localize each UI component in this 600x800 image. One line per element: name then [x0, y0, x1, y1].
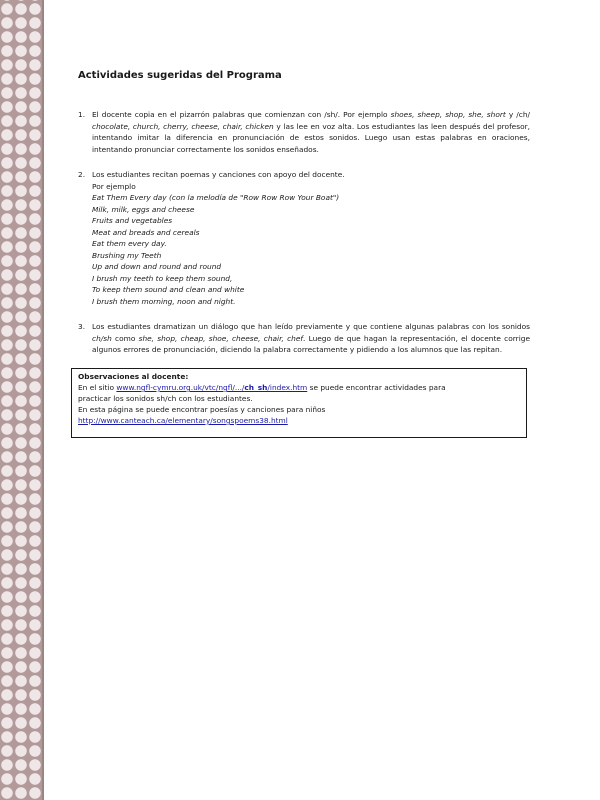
- link-segment: ch_sh: [244, 383, 268, 392]
- text-segment: y las lee en voz alta. Los estudiantes las leen después del profesor, intentando imitar la diferencia en pronunciación de estos sonidos. Luego usan estas palabras en oraciones, intentando pronunciar correctamente los sonidos enseñados.: [92, 121, 530, 154]
- poem-line: Milk, milk, eggs and cheese: [92, 204, 195, 214]
- ngfl-link[interactable]: [116, 383, 307, 392]
- item-number: 3.: [78, 322, 86, 331]
- link-segment: /index.htm: [267, 383, 308, 392]
- poem-line: Meat and breads and cereals: [92, 227, 200, 237]
- poem-line: I brush them morning, noon and night.: [92, 296, 236, 306]
- teacher-observations-box: [71, 368, 527, 438]
- poem-line: Eat them every day.: [92, 239, 167, 248]
- item-number: 1.: [78, 110, 86, 119]
- italic-examples: she, shop, cheap, shoe, cheese, chair, chef: [138, 333, 303, 343]
- poem-line: Fruits and vegetables: [92, 216, 173, 225]
- text-segment: se puede encontrar actividades para: [307, 383, 446, 392]
- observations-line-2: practicar los sonidos sh/ch con los estudiantes.: [78, 394, 253, 403]
- canteach-link[interactable]: http://www.canteach.ca/elementary/songspoems38.html: [78, 416, 288, 425]
- item-text: [92, 321, 530, 356]
- link-segment: www.ngfl-cymru.org.uk/vtc/ngfl/.../: [116, 383, 245, 392]
- observations-line-1: [78, 382, 520, 393]
- observations-line-3: En esta página se puede encontrar poesías y canciones para niños: [78, 405, 326, 414]
- page-title: Actividades sugeridas del Programa: [78, 70, 282, 81]
- text-segment: En el sitio: [78, 383, 117, 392]
- item-intro: Los estudiantes recitan poemas y canciones con apoyo del docente.: [92, 170, 345, 179]
- poem-line: I brush my teeth to keep them sound,: [92, 273, 233, 283]
- item-text: [92, 169, 530, 307]
- text-segment: El docente copia en el pizarrón palabras que comienzan con /sh/. Por ejemplo: [92, 110, 391, 119]
- italic-examples: ch/sh: [92, 333, 112, 343]
- poem-line: Brushing my Teeth: [92, 250, 162, 260]
- example-label: Por ejemplo: [92, 181, 136, 191]
- poem-line: To keep them sound and clean and white: [92, 285, 245, 294]
- activity-item-2: [78, 169, 530, 307]
- italic-examples: chocolate, church, cherry, cheese, chair, chicken: [92, 121, 274, 131]
- activity-item-1: [78, 109, 530, 155]
- activity-item-3: [78, 321, 530, 356]
- decorative-border: [0, 0, 44, 800]
- text-segment: Los estudiantes dramatizan un diálogo que han leído previamente y que contiene algunas palabras con los sonidos: [92, 322, 530, 331]
- text-segment: como: [111, 333, 139, 343]
- item-text: [92, 109, 530, 155]
- poem-line: Eat Them Every day (con la melodía de "Row Row Row Your Boat"): [92, 193, 340, 202]
- italic-examples: shoes, sheep, shop, she, short: [390, 110, 506, 119]
- text-segment: . Luego de que hagan la representación, el docente corrige algunos errores de pronunciación, diciendo la palabra correctamente y pidiendo a los alumnos que las repitan.: [92, 333, 530, 354]
- item-number: 2.: [78, 170, 86, 179]
- document-body: [78, 70, 530, 370]
- text-segment: y /ch/: [505, 110, 531, 119]
- observations-title: Observaciones al docente:: [78, 372, 189, 381]
- poem-line: Up and down and round and round: [92, 262, 222, 271]
